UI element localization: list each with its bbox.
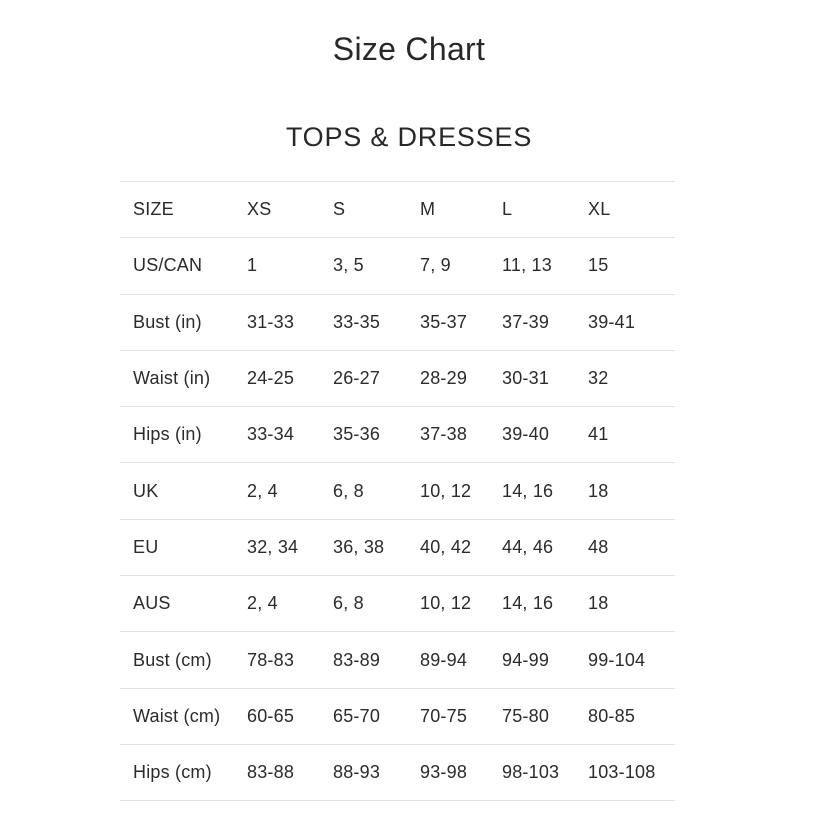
size-value-cell: 40, 42 xyxy=(420,536,472,557)
table-row-bust-cm- xyxy=(120,632,675,688)
size-value-cell: 99-104 xyxy=(588,649,646,670)
size-value-cell: 98-103 xyxy=(502,762,560,783)
size-value-cell: 41 xyxy=(588,424,609,445)
table-row-eu xyxy=(120,519,675,575)
size-value-cell: 32, 34 xyxy=(247,536,299,557)
size-value-cell: 18 xyxy=(588,593,609,614)
table-row-hips-in- xyxy=(120,407,675,463)
row-label: AUS xyxy=(133,593,171,614)
size-value-cell: 44, 46 xyxy=(502,536,554,557)
row-label: Bust (cm) xyxy=(133,649,212,670)
table-row-us-can xyxy=(120,238,675,294)
size-table xyxy=(120,181,675,801)
size-value-cell: 78-83 xyxy=(247,649,295,670)
column-header-m: M xyxy=(420,199,436,220)
size-value-cell: 6, 8 xyxy=(333,593,364,614)
size-table-header-row xyxy=(120,182,675,238)
row-label: EU xyxy=(133,536,159,557)
size-value-cell: 94-99 xyxy=(502,649,550,670)
size-value-cell: 2, 4 xyxy=(247,593,278,614)
row-label: US/CAN xyxy=(133,255,203,276)
size-value-cell: 30-31 xyxy=(502,368,550,389)
size-value-cell: 60-65 xyxy=(247,705,295,726)
size-value-cell: 14, 16 xyxy=(502,480,554,501)
size-value-cell: 89-94 xyxy=(420,649,468,670)
size-value-cell: 2, 4 xyxy=(247,480,278,501)
size-value-cell: 31-33 xyxy=(247,311,295,332)
table-row-uk xyxy=(120,463,675,519)
size-value-cell: 35-36 xyxy=(333,424,381,445)
column-header-xs: XS xyxy=(247,199,272,220)
size-value-cell: 48 xyxy=(588,536,609,557)
size-value-cell: 88-93 xyxy=(333,762,381,783)
size-table-body xyxy=(120,238,675,801)
size-value-cell: 14, 16 xyxy=(502,593,554,614)
size-value-cell: 10, 12 xyxy=(420,593,472,614)
size-value-cell: 6, 8 xyxy=(333,480,364,501)
size-value-cell: 11, 13 xyxy=(502,255,552,276)
size-value-cell: 24-25 xyxy=(247,368,295,389)
section-title-tops-dresses: TOPS & DRESSES xyxy=(285,122,533,152)
size-table-header xyxy=(120,182,675,238)
size-value-cell: 33-34 xyxy=(247,424,295,445)
size-value-cell: 35-37 xyxy=(420,311,468,332)
column-header-xl: XL xyxy=(588,199,611,220)
size-value-cell: 37-39 xyxy=(502,311,550,332)
size-value-cell: 32 xyxy=(588,368,609,389)
size-value-cell: 37-38 xyxy=(420,424,468,445)
size-value-cell: 10, 12 xyxy=(420,480,472,501)
table-row-hips-cm- xyxy=(120,744,675,800)
size-value-cell: 83-88 xyxy=(247,762,295,783)
table-row-aus xyxy=(120,576,675,632)
size-value-cell: 39-40 xyxy=(502,424,550,445)
size-value-cell: 65-70 xyxy=(333,705,381,726)
size-value-cell: 93-98 xyxy=(420,762,468,783)
size-value-cell: 36, 38 xyxy=(333,536,385,557)
size-value-cell: 83-89 xyxy=(333,649,381,670)
size-value-cell: 3, 5 xyxy=(333,255,364,276)
row-label: Hips (cm) xyxy=(133,762,212,783)
size-value-cell: 26-27 xyxy=(333,368,381,389)
size-value-cell: 33-35 xyxy=(333,311,381,332)
size-value-cell: 1 xyxy=(247,255,258,276)
table-row-bust-in- xyxy=(120,294,675,350)
size-value-cell: 7, 9 xyxy=(420,255,451,276)
table-row-waist-cm- xyxy=(120,688,675,744)
column-header-l: L xyxy=(502,199,513,220)
row-label: Waist (cm) xyxy=(133,705,221,726)
size-value-cell: 103-108 xyxy=(588,762,656,783)
size-value-cell: 80-85 xyxy=(588,705,636,726)
row-label: Hips (in) xyxy=(133,424,202,445)
size-value-cell: 39-41 xyxy=(588,311,636,332)
row-label: Bust (in) xyxy=(133,311,202,332)
table-row-waist-in- xyxy=(120,350,675,406)
page-title: Size Chart xyxy=(332,31,486,67)
column-header-s: S xyxy=(333,199,346,220)
row-label: Waist (in) xyxy=(133,368,211,389)
size-value-cell: 75-80 xyxy=(502,705,550,726)
size-value-cell: 18 xyxy=(588,480,609,501)
size-value-cell: 28-29 xyxy=(420,368,468,389)
row-label: UK xyxy=(133,480,159,501)
size-value-cell: 15 xyxy=(588,255,609,276)
size-value-cell: 70-75 xyxy=(420,705,468,726)
column-header-size: SIZE xyxy=(133,199,174,220)
